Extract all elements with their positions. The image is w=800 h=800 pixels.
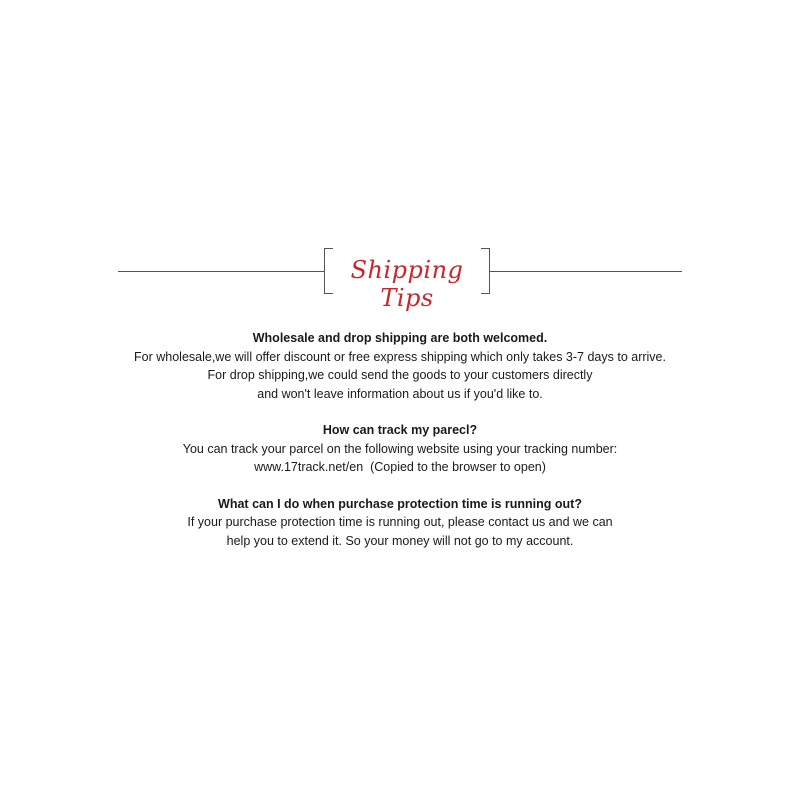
section-tracking [60, 421, 740, 477]
section-line: If your purchase protection time is running out, please contact us and we can [187, 515, 613, 529]
title-frame [324, 248, 490, 312]
header-rule-right [490, 271, 682, 272]
section-heading: Wholesale and drop shipping are both welcomed. [252, 331, 548, 345]
section-line: For wholesale,we will offer discount or free express shipping which only takes 3-7 days to arrive. [134, 349, 666, 364]
section-line: help you to extend it. So your money will not go to my account. [226, 533, 574, 548]
page-title: Shipping Tips [350, 256, 464, 312]
header-rule-left [118, 271, 324, 272]
shipping-tips-content [60, 329, 740, 568]
section-wholesale [60, 329, 740, 403]
tracking-url: www.17track.net/en (Copied to the browser to open) [254, 460, 546, 474]
section-heading: How can track my parecl? [322, 423, 478, 437]
section-heading: What can I do when purchase protection time is running out? [218, 496, 582, 511]
section-purchase-protection [60, 495, 740, 551]
section-line: For drop shipping,we could send the goods to your customers directly [207, 368, 593, 382]
shipping-tips-header [118, 248, 682, 312]
section-line: You can track your parcel on the following website using your tracking number: [182, 441, 618, 456]
section-line: and won't leave information about us if you'd like to. [257, 386, 543, 401]
